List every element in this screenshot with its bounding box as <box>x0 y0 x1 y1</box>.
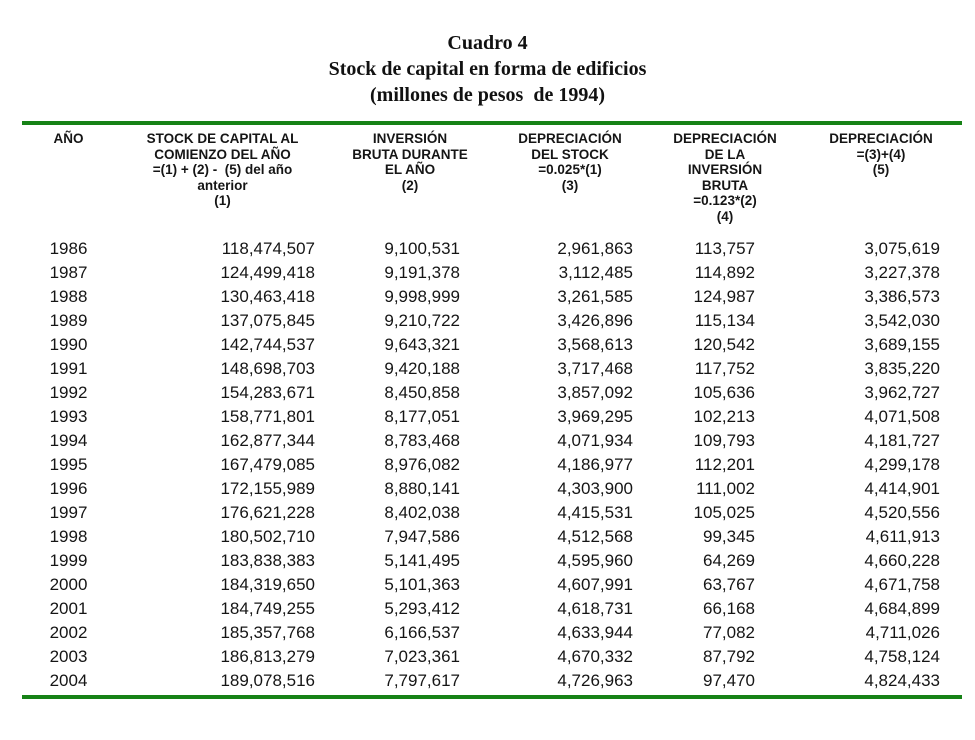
cell-value: 183,838,383 <box>220 551 315 570</box>
cell-value: 3,835,220 <box>864 359 940 378</box>
cell-value: 3,386,573 <box>864 287 940 306</box>
table-row <box>22 573 962 597</box>
cell-value: 9,998,999 <box>384 287 460 306</box>
cell-value: 105,636 <box>693 383 755 402</box>
cell-value: 3,261,585 <box>557 287 633 306</box>
cell-year: 1993 <box>49 407 88 426</box>
cell-year: 2004 <box>49 671 88 690</box>
cell-value: 4,520,556 <box>864 503 940 522</box>
column-header-line: DEPRECIACIÓN <box>518 131 622 146</box>
cell-value: 4,303,900 <box>557 479 633 498</box>
cell-value: 4,726,963 <box>557 671 633 690</box>
cell-value: 3,568,613 <box>557 335 633 354</box>
table-units-subtitle: (millones de pesos de 1994) <box>370 84 605 106</box>
cell-value: 3,227,378 <box>864 263 940 282</box>
cell-value: 4,611,913 <box>865 527 940 546</box>
cell-value: 142,744,537 <box>220 335 315 354</box>
column-header-line: anterior <box>197 177 248 193</box>
cell-value: 63,767 <box>703 575 755 594</box>
cell-value: 4,618,731 <box>557 599 633 618</box>
cell-value: 64,269 <box>703 551 755 570</box>
column-header-line: BRUTA <box>701 177 749 193</box>
table-row <box>22 477 962 501</box>
cell-value: 4,512,568 <box>557 527 633 546</box>
cell-year: 2002 <box>49 623 88 642</box>
cell-value: 9,191,378 <box>384 263 460 282</box>
column-header-line: COMIENZO DEL AÑO <box>154 146 291 162</box>
cell-year: 2001 <box>49 599 88 618</box>
cell-value: 4,607,991 <box>557 575 633 594</box>
cell-value: 8,783,468 <box>384 431 460 450</box>
cell-value: 3,075,619 <box>864 239 940 258</box>
cell-value: 5,101,363 <box>384 575 460 594</box>
cell-value: 184,319,650 <box>220 575 315 594</box>
cell-value: 124,499,418 <box>220 263 315 282</box>
cell-year: 1997 <box>49 503 88 522</box>
column-header-line: =(1) + (2) - (5) del año <box>152 162 293 177</box>
column-header-depreciacion-inversion-bruta <box>650 131 800 224</box>
cell-value: 7,023,361 <box>384 647 460 666</box>
cell-value: 99,345 <box>703 527 755 546</box>
cell-value: 4,414,901 <box>864 479 940 498</box>
column-header-line: AÑO <box>53 131 84 146</box>
cell-value: 8,177,051 <box>384 407 460 426</box>
column-header-line: DEPRECIACIÓN <box>673 131 777 146</box>
cell-value: 176,621,228 <box>220 503 315 522</box>
cell-year: 1990 <box>49 335 88 354</box>
cell-value: 4,415,531 <box>557 503 633 522</box>
cell-year: 2003 <box>49 647 88 666</box>
cell-value: 6,166,537 <box>384 623 460 642</box>
cell-value: 185,357,768 <box>220 623 315 642</box>
column-header-line: =(3)+(4) <box>856 146 906 162</box>
cell-value: 4,633,944 <box>557 623 633 642</box>
cell-value: 8,976,082 <box>384 455 460 474</box>
cell-value: 3,962,727 <box>864 383 940 402</box>
cell-value: 118,474,507 <box>221 239 315 258</box>
table-row <box>22 285 962 309</box>
column-header-line: DE LA <box>704 146 746 162</box>
cell-value: 5,141,495 <box>384 551 460 570</box>
cell-value: 109,793 <box>693 431 755 450</box>
cell-value: 111,002 <box>696 479 755 498</box>
column-header-line: (4) <box>716 208 734 224</box>
column-header-line: =0.025*(1) <box>538 162 602 177</box>
bottom-rule <box>22 695 962 699</box>
table-row <box>22 333 962 357</box>
cell-value: 115,134 <box>694 311 755 330</box>
cell-value: 186,813,279 <box>220 647 315 666</box>
capital-stock-table <box>22 121 962 699</box>
cell-value: 154,283,671 <box>220 383 315 402</box>
top-rule <box>22 121 962 125</box>
cell-value: 4,660,228 <box>864 551 940 570</box>
cell-value: 2,961,863 <box>557 239 633 258</box>
column-header-line: EL AÑO <box>384 162 436 177</box>
table-row <box>22 381 962 405</box>
cell-year: 1998 <box>49 527 88 546</box>
cell-value: 87,792 <box>703 647 755 666</box>
column-header-line: (3) <box>561 177 579 193</box>
cell-value: 66,168 <box>703 599 755 618</box>
cell-value: 120,542 <box>693 335 755 354</box>
table-row <box>22 429 962 453</box>
cell-value: 117,752 <box>694 359 755 378</box>
column-header-line: DEPRECIACIÓN <box>829 131 933 146</box>
cell-value: 4,071,934 <box>557 431 633 450</box>
column-header-stock-capital-comienzo <box>115 131 330 209</box>
column-header-line: STOCK DE CAPITAL AL <box>146 131 299 146</box>
cell-value: 8,880,141 <box>384 479 460 498</box>
cell-year: 1989 <box>49 311 88 330</box>
cell-value: 9,210,722 <box>384 311 460 330</box>
cell-value: 8,450,858 <box>384 383 460 402</box>
table-row <box>22 645 962 669</box>
column-header-line: (2) <box>401 177 419 193</box>
cell-value: 4,299,178 <box>864 455 940 474</box>
column-header-inversion-bruta <box>330 131 490 193</box>
table-row <box>22 261 962 285</box>
cell-value: 4,186,977 <box>557 455 633 474</box>
table-row <box>22 501 962 525</box>
cell-value: 124,987 <box>693 287 755 306</box>
table-row <box>22 357 962 381</box>
cell-value: 180,502,710 <box>220 527 315 546</box>
table-row <box>22 453 962 477</box>
cell-value: 97,470 <box>703 671 755 690</box>
cell-year: 1988 <box>49 287 88 306</box>
cell-value: 4,071,508 <box>864 407 940 426</box>
cell-value: 172,155,989 <box>220 479 315 498</box>
table-row <box>22 597 962 621</box>
cell-year: 1991 <box>49 359 88 378</box>
cell-year: 1996 <box>49 479 88 498</box>
cell-value: 8,402,038 <box>384 503 460 522</box>
cell-value: 9,100,531 <box>384 239 460 258</box>
cell-value: 7,797,617 <box>384 671 460 690</box>
table-header-row <box>22 131 962 237</box>
table-title-block <box>0 30 975 108</box>
cell-year: 1994 <box>49 431 88 450</box>
table-row <box>22 237 962 261</box>
table-row <box>22 405 962 429</box>
table-body <box>22 237 962 693</box>
column-header-line: BRUTA DURANTE <box>352 146 468 162</box>
cell-value: 162,877,344 <box>220 431 315 450</box>
table-row <box>22 549 962 573</box>
cell-value: 4,595,960 <box>557 551 633 570</box>
column-header-line: DEL STOCK <box>531 146 609 162</box>
column-header-depreciacion-total <box>800 131 962 178</box>
cell-year: 1987 <box>49 263 88 282</box>
cell-value: 4,181,727 <box>864 431 940 450</box>
cell-value: 9,420,188 <box>384 359 460 378</box>
cell-value: 184,749,255 <box>220 599 315 618</box>
cell-value: 137,075,845 <box>220 311 315 330</box>
cell-value: 7,947,586 <box>384 527 460 546</box>
table-row <box>22 309 962 333</box>
cell-value: 113,757 <box>694 239 755 258</box>
cell-value: 130,463,418 <box>220 287 315 306</box>
cell-year: 1999 <box>49 551 88 570</box>
cell-value: 4,824,433 <box>864 671 940 690</box>
cell-value: 3,969,295 <box>557 407 633 426</box>
cell-value: 167,479,085 <box>220 455 315 474</box>
column-header-line: INVERSIÓN <box>372 131 448 146</box>
cell-value: 105,025 <box>693 503 755 522</box>
cell-value: 3,717,468 <box>557 359 633 378</box>
column-header-depreciacion-stock <box>490 131 650 193</box>
column-header-line: (5) <box>872 162 890 177</box>
column-header-line: =0.123*(2) <box>693 193 757 208</box>
cell-value: 102,213 <box>693 407 755 426</box>
cell-value: 5,293,412 <box>384 599 460 618</box>
table-row <box>22 621 962 645</box>
cell-value: 114,892 <box>694 263 755 282</box>
cell-value: 4,671,758 <box>864 575 940 594</box>
cell-value: 112,201 <box>694 455 755 474</box>
cell-value: 3,857,092 <box>557 383 633 402</box>
cell-value: 4,670,332 <box>557 647 633 666</box>
cell-year: 1992 <box>49 383 88 402</box>
table-row <box>22 525 962 549</box>
table-number-title: Cuadro 4 <box>447 32 528 54</box>
column-header-ano <box>22 131 115 147</box>
cell-value: 3,426,896 <box>557 311 633 330</box>
cell-value: 4,758,124 <box>864 647 940 666</box>
cell-value: 189,078,516 <box>220 671 315 690</box>
cell-value: 3,689,155 <box>864 335 940 354</box>
table-row <box>22 669 962 693</box>
cell-value: 77,082 <box>703 623 755 642</box>
cell-value: 148,698,703 <box>220 359 315 378</box>
cell-year: 1986 <box>49 239 88 258</box>
cell-value: 158,771,801 <box>220 407 315 426</box>
cell-value: 9,643,321 <box>384 335 460 354</box>
cell-year: 2000 <box>49 575 88 594</box>
column-header-line: (1) <box>214 193 231 208</box>
cell-value: 3,112,485 <box>558 263 633 282</box>
cell-value: 4,711,026 <box>865 623 940 642</box>
cell-year: 1995 <box>49 455 88 474</box>
cell-value: 4,684,899 <box>864 599 940 618</box>
table-main-title: Stock de capital en forma de edificios <box>328 58 647 80</box>
cell-value: 3,542,030 <box>864 311 940 330</box>
column-header-line: INVERSIÓN <box>687 162 763 177</box>
